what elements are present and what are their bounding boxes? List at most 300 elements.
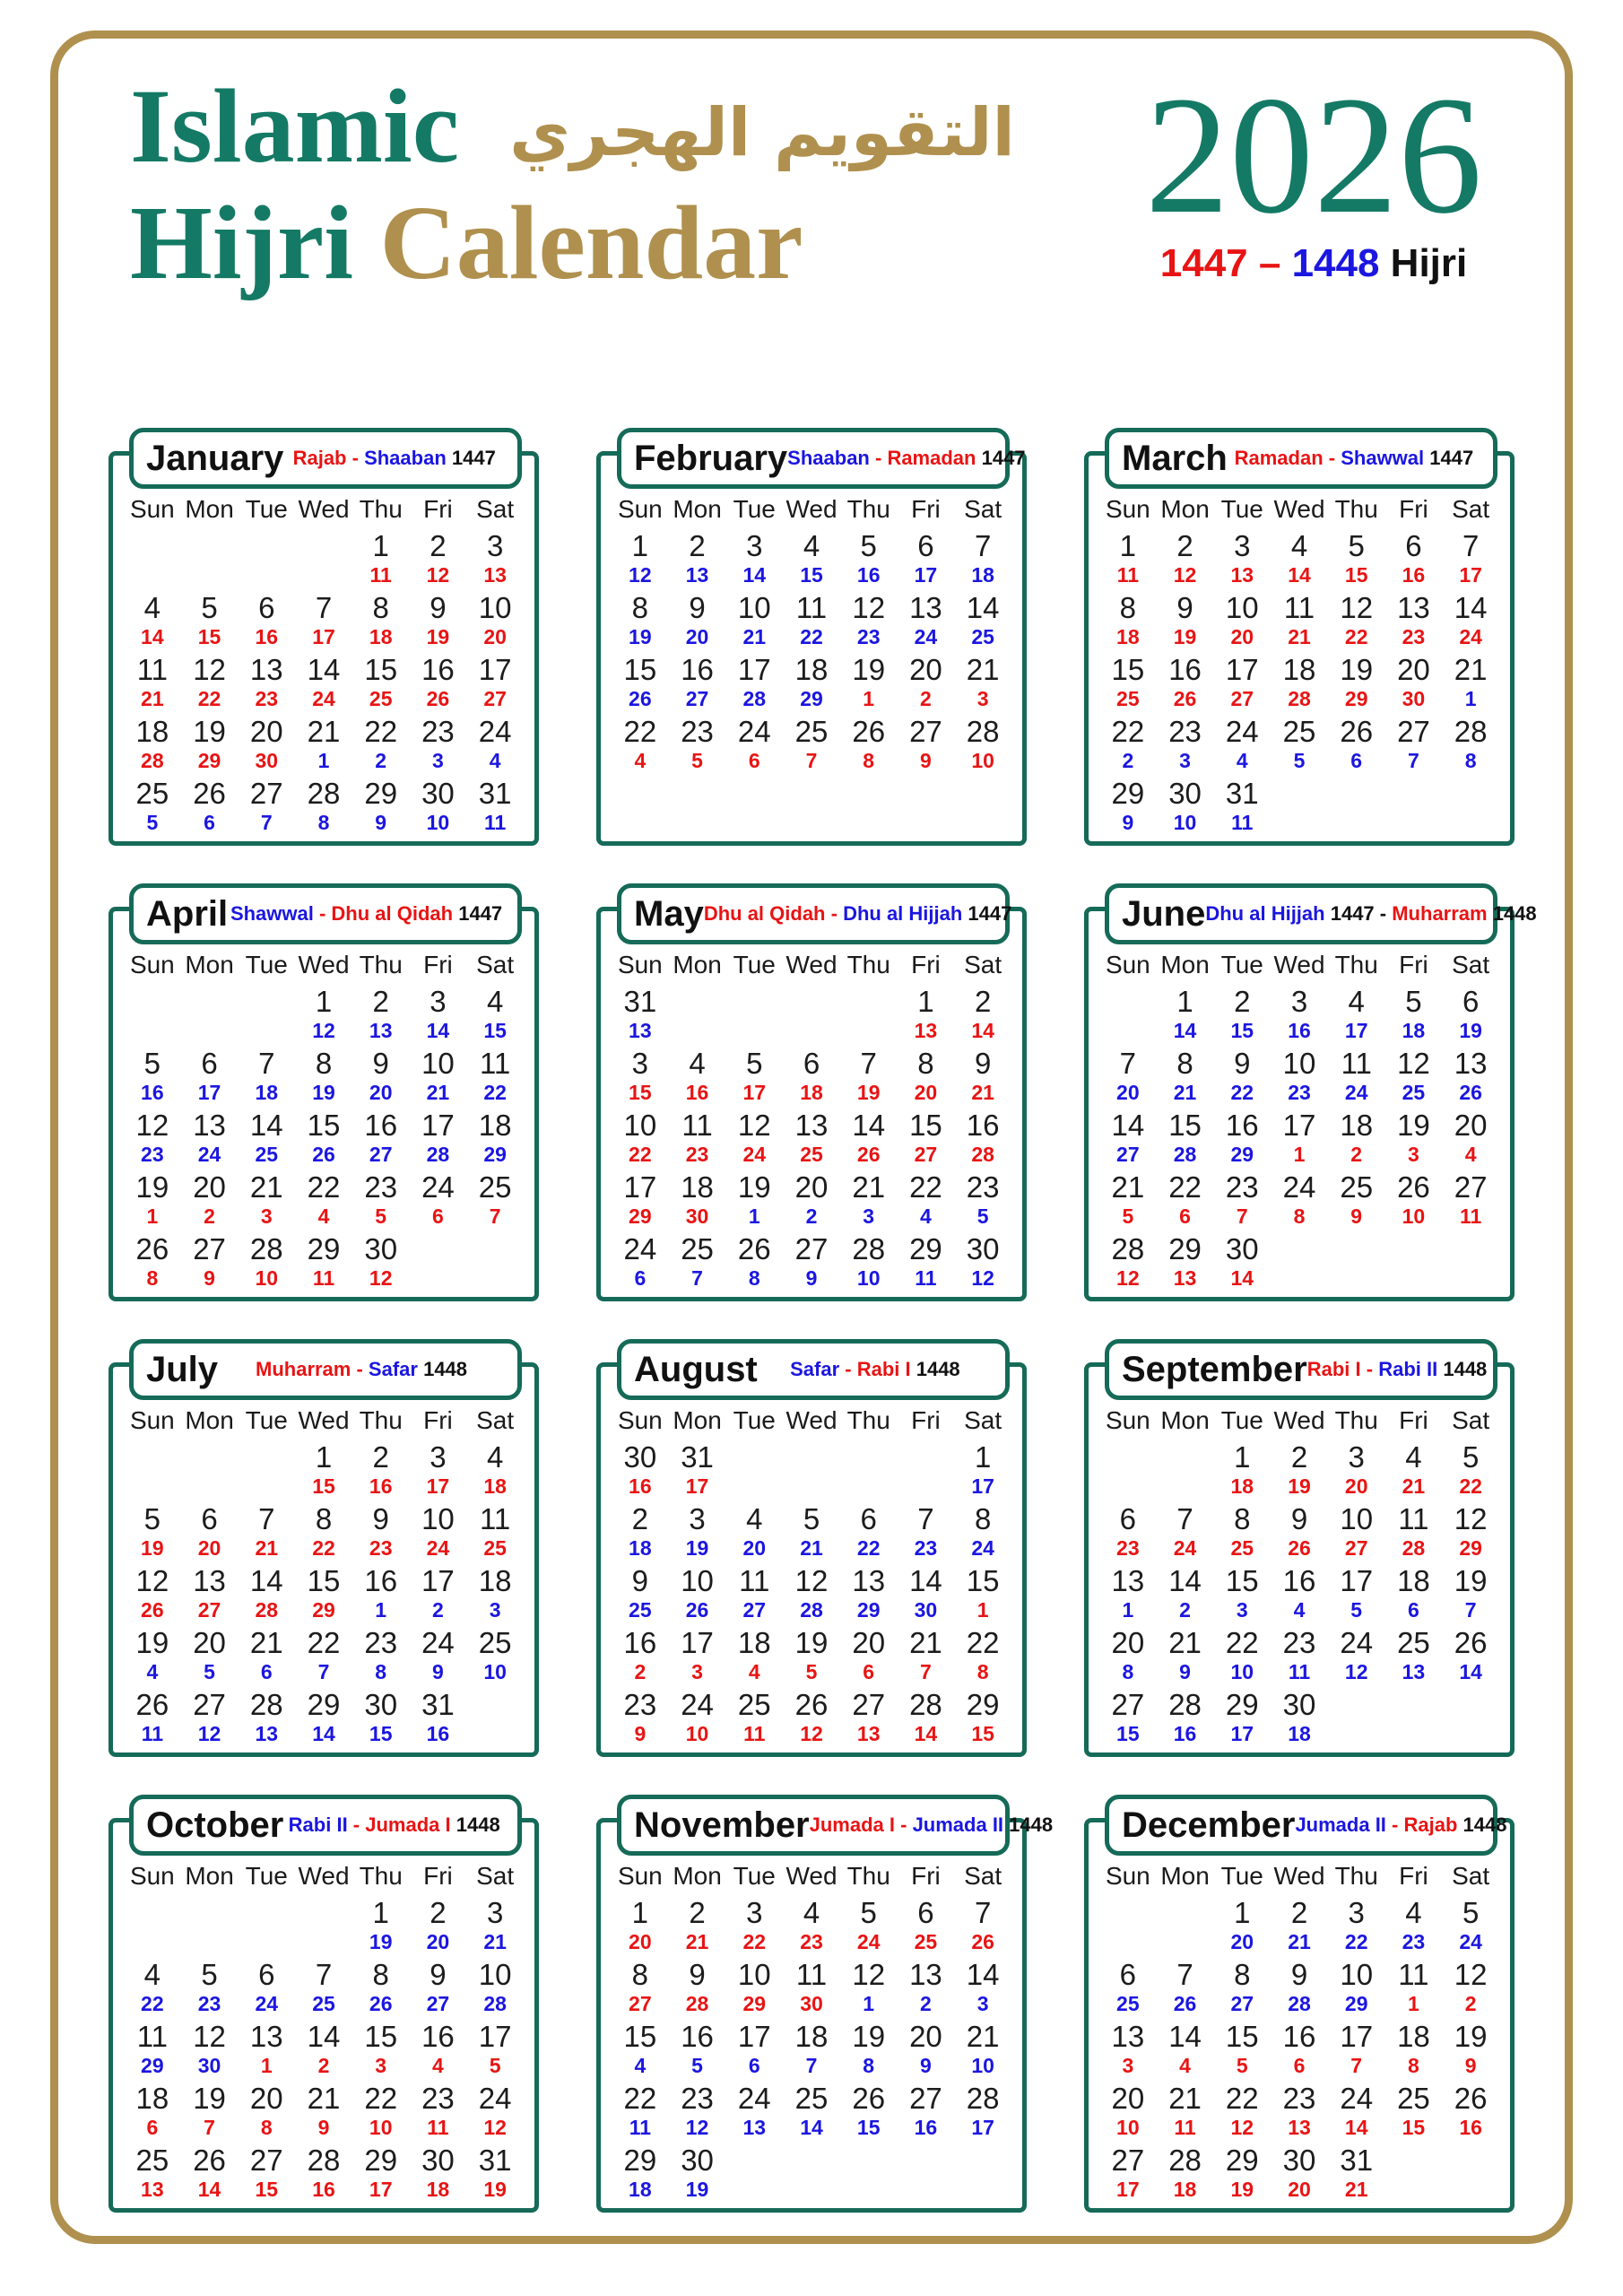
day-cell: [1157, 1440, 1214, 1502]
day-cell: [1099, 1232, 1157, 1294]
gregorian-day: 2: [631, 1502, 649, 1535]
day-cell: [1213, 1170, 1271, 1232]
day-cell: [124, 2144, 181, 2205]
gregorian-day: 30: [1282, 2144, 1316, 2177]
hijri-day: 21: [742, 625, 767, 648]
month-grid: [113, 456, 534, 839]
hijri-day: 5: [1350, 1598, 1363, 1622]
hijri-day: 28: [1402, 1536, 1426, 1560]
gregorian-day: 2: [1234, 985, 1251, 1018]
hijri-day: 23: [1116, 1536, 1140, 1560]
gregorian-day: 5: [860, 1896, 877, 1929]
gregorian-day: 4: [746, 1502, 763, 1535]
gregorian-day: 6: [201, 1047, 218, 1080]
weekday-sun: Sun: [1105, 495, 1150, 523]
hijri-day: 11: [1174, 2116, 1196, 2139]
day-cell: [612, 1232, 669, 1294]
gregorian-day: 14: [307, 2020, 341, 2053]
day-cell: [1271, 1502, 1328, 1564]
hijri-month-label: [704, 904, 1012, 924]
day-cell: [466, 1688, 524, 1750]
gregorian-day: 27: [909, 2082, 942, 2115]
gregorian-day: 20: [852, 1626, 886, 1659]
month-grid: [1089, 456, 1510, 839]
day-cell: [238, 1896, 295, 1958]
day-cell: [124, 529, 181, 591]
hijri-day: 5: [375, 1205, 387, 1228]
day-cell: [898, 1170, 955, 1232]
weekday-sat: Sat: [1452, 1406, 1490, 1434]
gregorian-day: 22: [966, 1626, 1000, 1659]
gregorian-day: 23: [1282, 1626, 1316, 1659]
gregorian-day: 10: [1340, 1958, 1374, 1991]
gregorian-day: 29: [1225, 1688, 1259, 1721]
weekday-tue: Tue: [245, 1406, 288, 1434]
day-cell: [1099, 1440, 1157, 1502]
day-cell: [612, 653, 669, 715]
day-cell: [466, 715, 524, 777]
day-cell: [295, 1047, 352, 1109]
hijri-day: 12: [1344, 1660, 1368, 1683]
day-cell: [898, 715, 955, 777]
day-cell: [725, 653, 783, 715]
gregorian-day: 6: [860, 1502, 877, 1535]
day-cell: [238, 1564, 295, 1626]
gregorian-day: 18: [478, 1109, 512, 1142]
day-cell: [1099, 777, 1157, 839]
gregorian-day: 19: [193, 715, 226, 748]
hijri-label-part: Safar: [368, 1358, 418, 1380]
day-cell: [1099, 985, 1157, 1047]
day-cell: [1213, 1109, 1271, 1170]
gregorian-day: 15: [1225, 1564, 1259, 1597]
gregorian-day: 17: [1225, 653, 1259, 686]
hijri-day: 2: [1464, 1992, 1477, 2015]
weekday-mon: Mon: [1160, 951, 1210, 978]
hijri-label-part: 1448: [1437, 1358, 1488, 1380]
day-cell: [1157, 2020, 1214, 2082]
hijri-label-part: Rajab: [292, 447, 347, 469]
weekday-wed: Wed: [785, 951, 838, 978]
day-cell: [1385, 1047, 1443, 1109]
day-cell: [352, 1109, 410, 1170]
weekday-thu: Thu: [359, 1862, 403, 1890]
weekday-wed: Wed: [298, 495, 350, 523]
day-cell: [612, 985, 669, 1047]
gregorian-day: 21: [1454, 653, 1488, 686]
hijri-day: 9: [432, 1660, 444, 1683]
hijri-day: 20: [629, 1930, 652, 1953]
hijri-day: 28: [685, 1992, 709, 2015]
day-cell: [669, 1896, 726, 1958]
gregorian-day: 18: [737, 1626, 771, 1659]
gregorian-day: 21: [249, 1170, 283, 1204]
gregorian-day: 11: [739, 1564, 770, 1597]
day-cell: [898, 2144, 955, 2205]
gregorian-day: 12: [135, 1564, 169, 1597]
hijri-month-label: [787, 448, 1025, 468]
gregorian-day: 24: [421, 1626, 455, 1659]
hijri-day: 6: [146, 2116, 159, 2139]
day-cell: [1157, 591, 1214, 653]
gregorian-day: 15: [364, 2020, 398, 2053]
hijri-day: 16: [1459, 2116, 1482, 2139]
gregorian-day: 24: [737, 2082, 771, 2115]
hijri-day: 4: [317, 1205, 330, 1228]
gregorian-day: 10: [737, 591, 771, 624]
gregorian-day: 6: [201, 1502, 218, 1535]
month-header-tab: [617, 1339, 1010, 1400]
gregorian-day: 4: [803, 529, 820, 562]
hijri-day: 29: [197, 749, 221, 772]
day-cell: [238, 715, 295, 777]
hijri-day: 6: [863, 1660, 875, 1683]
weekday-mon: Mon: [1160, 1406, 1210, 1434]
day-cell: [295, 1896, 352, 1958]
hijri-day: 22: [197, 687, 221, 710]
gregorian-day: 19: [1454, 2020, 1488, 2053]
day-cell: [1157, 2082, 1214, 2144]
day-cell: [954, 591, 1011, 653]
weekday-wed: Wed: [298, 951, 350, 978]
hijri-day: 17: [1344, 1019, 1368, 1042]
gregorian-day: 24: [421, 1170, 455, 1204]
month-name: January: [146, 439, 284, 478]
hijri-day: 20: [483, 625, 507, 648]
gregorian-day: 13: [909, 591, 942, 624]
gregorian-day: 14: [1111, 1109, 1145, 1142]
gregorian-day: 5: [1405, 985, 1422, 1018]
hijri-day: 23: [197, 1992, 221, 2015]
arabic-calligraphy: التقويم الهجري: [509, 93, 1015, 171]
day-cell: [669, 2020, 726, 2082]
weekday-fri: Fri: [423, 1406, 453, 1434]
gregorian-day: 28: [852, 1232, 886, 1265]
gregorian-day: 8: [631, 591, 649, 624]
gregorian-day: 26: [1340, 715, 1374, 748]
hijri-day: 8: [260, 2116, 273, 2139]
gregorian-day: 25: [135, 2144, 169, 2177]
hijri-month-label: [283, 1815, 505, 1835]
gregorian-day: 23: [421, 2082, 455, 2115]
month-grid: [113, 1367, 534, 1750]
hijri-day: 4: [1179, 2054, 1191, 2077]
day-cell: [1328, 1564, 1385, 1626]
hijri-day: 15: [856, 2116, 881, 2139]
day-cell: [1442, 1564, 1499, 1626]
gregorian-day: 4: [1348, 985, 1365, 1018]
gregorian-day: 5: [1348, 529, 1365, 562]
weekday-tue: Tue: [1220, 495, 1263, 523]
gregorian-day: 15: [307, 1564, 341, 1597]
hijri-day: 23: [369, 1536, 393, 1560]
day-cell: [352, 653, 410, 715]
hijri-day: 24: [1344, 1081, 1368, 1104]
hijri-day: 25: [1116, 1992, 1140, 2015]
hijri-day: 25: [483, 1536, 507, 1560]
hijri-day: 10: [255, 1266, 279, 1290]
hijri-day: 10: [856, 1266, 881, 1290]
gregorian-day: 7: [917, 1502, 934, 1535]
gregorian-day: 11: [136, 2020, 168, 2053]
day-cell: [410, 777, 467, 839]
hijri-day: 25: [800, 1143, 823, 1166]
weekday-sat: Sat: [1452, 951, 1490, 978]
hijri-label-part: Rabi I: [1306, 1358, 1361, 1380]
hijri-month-label: [1295, 1815, 1506, 1835]
day-cell: [725, 2144, 783, 2205]
day-cell: [295, 1626, 352, 1688]
gregorian-day: 20: [794, 1170, 829, 1204]
gregorian-day: 14: [1168, 2020, 1202, 2053]
gregorian-day: 13: [909, 1958, 942, 1991]
gregorian-day: 3: [746, 529, 763, 562]
gregorian-day: 7: [258, 1047, 275, 1080]
gregorian-day: 17: [478, 2020, 512, 2053]
hijri-label-part: Dhu al Qidah: [331, 902, 454, 925]
hijri-label-part: Ramadan: [1234, 447, 1324, 469]
day-cell: [1385, 1232, 1443, 1294]
hijri-day: 28: [971, 1143, 994, 1166]
day-cell: [1442, 1047, 1499, 1109]
day-cell: [1385, 1564, 1443, 1626]
day-cell: [295, 653, 352, 715]
month-february: [596, 439, 1027, 846]
hijri-day: 3: [432, 749, 444, 772]
day-cell: [181, 2082, 239, 2144]
title-block: [130, 67, 1015, 301]
weekday-mon: Mon: [673, 1406, 722, 1434]
weekday-wed: Wed: [298, 1862, 350, 1890]
gregorian-day: 15: [623, 653, 657, 686]
gregorian-day: 27: [1111, 1688, 1145, 1721]
gregorian-day: 2: [372, 985, 389, 1018]
day-cell: [1157, 777, 1214, 839]
gregorian-day: 16: [1225, 1109, 1259, 1142]
hijri-day: 1: [863, 1992, 875, 2015]
day-cell: [352, 2082, 410, 2144]
hijri-day: 6: [1408, 1598, 1419, 1622]
day-cell: [410, 1564, 467, 1626]
day-cell: [410, 2020, 467, 2082]
hijri-day: 17: [197, 1081, 221, 1104]
day-cell: [954, 985, 1011, 1047]
day-cell: [669, 1170, 726, 1232]
month-name: October: [146, 1805, 284, 1845]
day-cell: [725, 1896, 783, 1958]
hijri-day: 17: [971, 1474, 994, 1498]
hijri-year-dash: –: [1247, 241, 1292, 285]
hijri-day: 2: [317, 2054, 330, 2077]
day-cell: [1157, 1502, 1214, 1564]
hijri-day: 27: [1116, 1143, 1140, 1166]
hijri-label-part: -: [869, 447, 888, 469]
hijri-day: 1: [1293, 1143, 1306, 1166]
day-cell: [410, 985, 467, 1047]
hijri-day: 18: [1288, 1722, 1311, 1745]
hijri-label-part: 1448: [417, 1358, 468, 1380]
hijri-day: 26: [1173, 1992, 1197, 2015]
day-cell: [1271, 591, 1328, 653]
gregorian-day: 17: [737, 2020, 771, 2053]
month-june: [1084, 894, 1537, 1301]
gregorian-day: 24: [681, 1688, 714, 1721]
day-cell: [669, 2082, 726, 2144]
hijri-day: 29: [483, 1143, 507, 1166]
hijri-day: 23: [141, 1143, 164, 1166]
gregorian-day: 13: [1111, 2020, 1145, 2053]
hijri-day: 27: [369, 1143, 393, 1166]
day-cell: [1328, 777, 1385, 839]
day-cell: [1271, 529, 1328, 591]
hijri-day: 28: [800, 1598, 823, 1622]
gregorian-day: 1: [1234, 1896, 1251, 1929]
day-cell: [1157, 1688, 1214, 1750]
hijri-day: 30: [255, 749, 279, 772]
day-cell: [124, 1109, 181, 1170]
day-cell: [238, 985, 295, 1047]
day-cell: [1385, 1626, 1443, 1688]
day-cell: [1442, 1170, 1499, 1232]
month-april: [108, 894, 539, 1301]
hijri-day: 29: [1230, 1143, 1254, 1166]
gregorian-day: 6: [917, 529, 934, 562]
day-cell: [124, 1626, 181, 1688]
month-march: [1084, 439, 1515, 846]
hijri-day: 8: [317, 811, 330, 834]
day-cell: [1213, 1564, 1271, 1626]
day-cell: [1328, 715, 1385, 777]
day-cell: [238, 1440, 295, 1502]
gregorian-day: 8: [1234, 1502, 1251, 1535]
day-cell: [181, 1109, 239, 1170]
hijri-day: 30: [197, 2054, 221, 2077]
hijri-day: 10: [685, 1722, 709, 1745]
gregorian-day: 10: [478, 591, 512, 624]
gregorian-day: 21: [249, 1626, 283, 1659]
hijri-day: 8: [375, 1660, 387, 1683]
hijri-day: 20: [1116, 1081, 1140, 1104]
day-cell: [1213, 1440, 1271, 1502]
day-cell: [954, 2144, 1011, 2205]
hijri-day: 25: [1116, 687, 1140, 710]
hijri-day: 24: [197, 1143, 221, 1166]
hijri-label-part: -: [1360, 1358, 1379, 1380]
gregorian-day: 25: [1282, 715, 1316, 748]
gregorian-day: 1: [1234, 1440, 1251, 1474]
hijri-day: 3: [489, 1598, 501, 1622]
day-cell: [669, 529, 726, 591]
gregorian-day: 9: [1234, 1047, 1251, 1080]
hijri-day: 13: [369, 1019, 393, 1042]
gregorian-day: 30: [364, 1688, 398, 1721]
hijri-day: 14: [1288, 563, 1311, 587]
day-cell: [352, 1440, 410, 1502]
day-cell: [352, 715, 410, 777]
hijri-day: 14: [800, 2116, 823, 2139]
gregorian-day: 17: [421, 1109, 455, 1142]
hijri-day: 21: [1173, 1081, 1197, 1104]
hijri-day: 2: [920, 687, 932, 710]
day-cell: [725, 1626, 783, 1688]
gregorian-day: 9: [689, 591, 706, 624]
month-name: March: [1122, 439, 1228, 478]
day-cell: [352, 591, 410, 653]
hijri-day: 23: [255, 687, 279, 710]
hijri-day: 10: [1402, 1205, 1426, 1228]
hijri-label-part: 1448: [910, 1358, 960, 1380]
gregorian-day: 13: [249, 653, 283, 686]
gregorian-day: 12: [794, 1564, 829, 1597]
hijri-day: 3: [1122, 2054, 1134, 2077]
day-cell: [124, 1688, 181, 1750]
hijri-day: 7: [805, 749, 818, 772]
gregorian-day: 10: [1282, 1047, 1316, 1080]
gregorian-day: 7: [860, 1047, 877, 1080]
hijri-day: 11: [369, 563, 392, 587]
gregorian-day: 27: [1111, 2144, 1145, 2177]
weekday-mon: Mon: [185, 495, 234, 523]
gregorian-day: 24: [478, 2082, 512, 2115]
gregorian-day: 23: [681, 715, 714, 748]
day-cell: [669, 1047, 726, 1109]
day-cell: [1157, 1109, 1214, 1170]
weekday-mon: Mon: [1160, 1862, 1210, 1890]
gregorian-day: 17: [421, 1564, 455, 1597]
day-cell: [1328, 1440, 1385, 1502]
hijri-day: 7: [1350, 2054, 1363, 2077]
month-name: July: [146, 1350, 219, 1389]
day-cell: [466, 591, 524, 653]
gregorian-day: 17: [478, 653, 512, 686]
day-cell: [181, 1958, 239, 2020]
gregorian-day: 30: [966, 1232, 1000, 1265]
gregorian-day: 30: [421, 2144, 455, 2177]
hijri-day: 14: [742, 563, 767, 587]
day-cell: [1157, 653, 1214, 715]
hijri-label-part: -: [825, 902, 844, 925]
hijri-day: 4: [1236, 749, 1248, 772]
day-cell: [181, 1896, 239, 1958]
day-cell: [466, 1440, 524, 1502]
day-cell: [238, 1502, 295, 1564]
hijri-day: 6: [204, 811, 215, 834]
gregorian-day: 17: [623, 1170, 657, 1204]
weekday-wed: Wed: [785, 1862, 838, 1890]
hijri-day: 7: [1408, 749, 1419, 772]
gregorian-day: 5: [201, 1958, 218, 1991]
gregorian-day: 23: [1282, 2082, 1316, 2115]
hijri-day: 26: [629, 687, 652, 710]
hijri-day: 19: [1459, 1019, 1482, 1042]
day-cell: [1099, 529, 1157, 591]
day-cell: [840, 591, 898, 653]
gregorian-day: 6: [1462, 985, 1480, 1018]
hijri-day: 16: [856, 563, 881, 587]
day-cell: [725, 1958, 783, 2020]
gregorian-day: 22: [623, 715, 657, 748]
gregorian-day: 6: [258, 591, 275, 624]
weekday-tue: Tue: [733, 495, 776, 523]
day-cell: [238, 2020, 295, 2082]
month-header-tab: [129, 1795, 522, 1856]
day-cell: [669, 985, 726, 1047]
day-cell: [783, 653, 840, 715]
day-cell: [898, 1896, 955, 1958]
hijri-day: 26: [685, 1598, 709, 1622]
day-cell: [840, 1688, 898, 1750]
hijri-day: 16: [1288, 1019, 1311, 1042]
